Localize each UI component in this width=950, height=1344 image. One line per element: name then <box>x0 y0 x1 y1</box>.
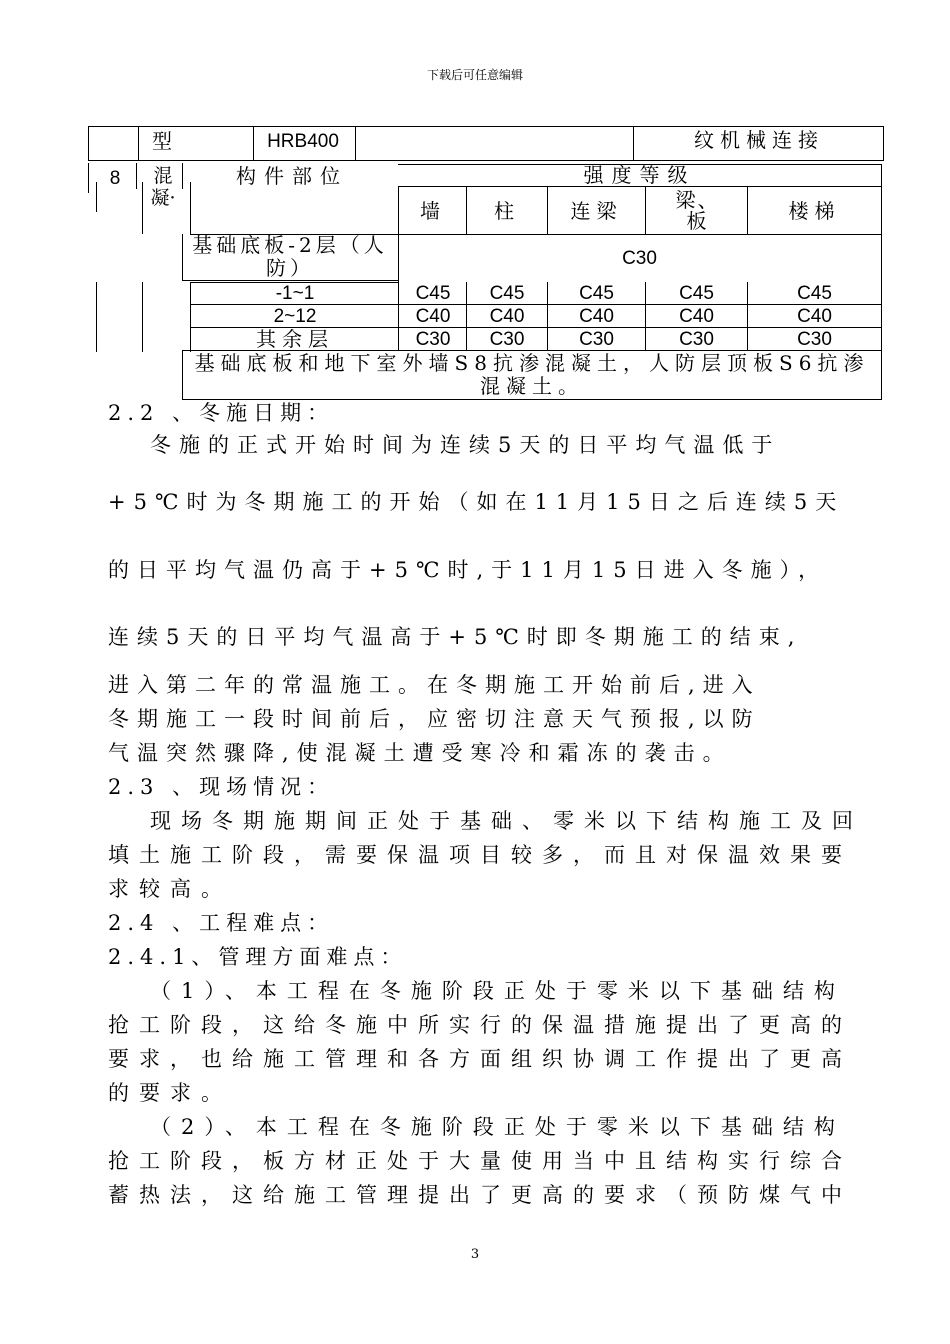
paragraph-line: +5℃时为冬期施工的开始（如在11月15日之后连续5天 <box>108 490 845 514</box>
concrete-category: 混凝· <box>150 165 176 209</box>
grade-row-part: 其余层 <box>256 326 334 351</box>
row-index: 8 <box>109 167 121 189</box>
table-line <box>138 126 139 160</box>
grade-cell: C45 <box>415 282 451 304</box>
paragraph-line: 现场冬期施期间正处于基础、零米以下结构施工及回 <box>150 809 863 833</box>
part-header: 构件部位 <box>236 163 348 188</box>
table-line <box>182 234 183 280</box>
grade-cell: C40 <box>679 305 714 327</box>
col-header-stairs: 楼梯 <box>788 198 841 223</box>
grade-cell: C40 <box>797 305 832 327</box>
table-line <box>190 182 191 234</box>
section-heading: 2.2 、冬施日期： <box>108 401 335 425</box>
table-line <box>96 182 97 212</box>
table-line <box>142 228 143 234</box>
grade-cell: C30 <box>797 328 832 350</box>
paragraph-line: 抢工阶段，这给冬施中所实行的保温措施提出了更高的 <box>108 1013 852 1037</box>
page-header-note: 下载后可任意编辑 <box>426 68 523 82</box>
grade-cell: C40 <box>489 305 525 327</box>
grade-cell: C30 <box>579 328 614 350</box>
paragraph-line: 的日平均气温仍高于+5℃时,于11月15日进入冬施）， <box>108 558 828 582</box>
grade-cell: C45 <box>797 282 832 304</box>
table-line <box>88 126 89 160</box>
connection-type-cell: 纹机械连接 <box>694 127 824 152</box>
subsection-heading: 2.4.1、管理方面难点： <box>108 945 408 969</box>
section-heading: 2.3 、现场情况： <box>108 775 335 799</box>
grade-cell: C30 <box>489 328 525 350</box>
grade-cell: C30 <box>679 328 714 350</box>
grade-cell: C30 <box>415 328 451 350</box>
table-line <box>136 163 137 189</box>
section-heading: 2.4 、工程难点： <box>108 911 335 935</box>
table-line <box>645 186 646 234</box>
paragraph-line: 蓄热法，这给施工管理提出了更高的要求（预防煤气中 <box>108 1183 852 1207</box>
base-slab-grade: C30 <box>622 247 657 269</box>
grade-cell: C40 <box>579 305 614 327</box>
table-line <box>182 163 183 189</box>
grade-row-part: 2~12 <box>273 305 317 327</box>
paragraph-line: （2）、本工程在冬施阶段正处于零米以下基础结构 <box>150 1115 845 1139</box>
table-line <box>355 126 356 160</box>
paragraph-line: 填土施工阶段，需要保温项目较多，而且对保温效果要 <box>108 843 852 867</box>
grade-cell: C45 <box>579 282 614 304</box>
page-number: 3 <box>470 1247 480 1262</box>
table-line <box>881 164 882 400</box>
paragraph-line: 进入第二年的常温施工。在冬期施工开始前后,进入 <box>108 673 761 697</box>
table-line <box>88 163 89 193</box>
table-line <box>88 160 884 161</box>
rebar-grade-cell: HRB400 <box>267 130 339 152</box>
paragraph-line: 求较高。 <box>108 877 232 901</box>
grade-cell: C45 <box>679 282 714 304</box>
table-line <box>142 282 143 352</box>
base-slab-part: 基础底板-2层（人防） <box>192 233 388 280</box>
paragraph-line: （1）、本工程在冬施阶段正处于零米以下基础结构 <box>150 979 845 1003</box>
type-cell: 型 <box>152 128 178 153</box>
grade-cell: C40 <box>415 305 451 327</box>
table-line <box>182 350 183 400</box>
paragraph-line: 要求，也给施工管理和各方面组织协调工作提出了更高 <box>108 1047 852 1071</box>
grade-cell: C45 <box>489 282 525 304</box>
grade-header: 强度等级 <box>583 162 696 187</box>
paragraph-line: 冬期施工一段时间前后，应密切注意天气预报,以防 <box>108 707 761 731</box>
table-line <box>142 182 143 234</box>
col-header-link-beam: 连梁 <box>570 198 623 223</box>
concrete-note: 基础底板和地下室外墙S8抗渗混凝土，人防层顶板S6抗渗混凝土。 <box>194 351 870 398</box>
paragraph-line: 冬施的正式开始时间为连续5天的日平均气温低于 <box>150 433 781 457</box>
col-header-wall: 墙 <box>420 198 446 223</box>
paragraph-line: 气温突然骤降,使混凝土遭受寒冷和霜冻的袭击。 <box>108 741 732 765</box>
col-header-beam-slab: 梁、板 <box>675 188 720 233</box>
paragraph-line: 的要求。 <box>108 1081 232 1105</box>
paragraph-line: 抢工阶段，板方材正处于大量使用当中且结构实行综合 <box>108 1149 852 1173</box>
table-line <box>190 282 191 352</box>
paragraph-line: 连续5天的日平均气温高于+5℃时即冬期施工的结束, <box>108 625 803 649</box>
table-line <box>96 282 97 352</box>
col-header-column: 柱 <box>494 198 520 223</box>
grade-row-part: -1~1 <box>275 282 315 304</box>
